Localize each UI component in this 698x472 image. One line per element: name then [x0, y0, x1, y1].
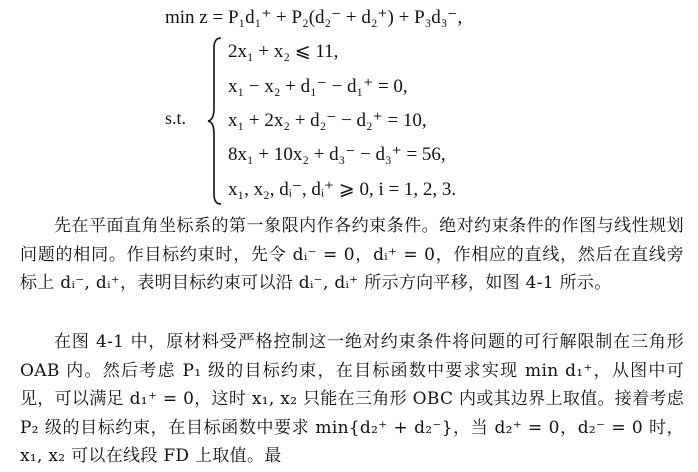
constraint-1: 2x₁ + x₂ ⩽ 11, — [228, 41, 339, 62]
constraint-4: 8x₁ + 10x₂ + d₃⁻ − d₃⁺ = 56, — [228, 144, 446, 165]
constraint-2: x₁ − x₂ + d₁⁻ − d₁⁺ = 0, — [228, 76, 408, 97]
constraint-nonnegativity: x₁, x₂, dᵢ⁻, dᵢ⁺ ⩾ 0, i = 1, 2, 3. — [228, 179, 457, 200]
paragraph-2 — [20, 328, 684, 471]
constraint-brace — [207, 36, 223, 206]
subject-to-label: s.t. — [165, 108, 187, 128]
constraint-3: x₁ + 2x₂ + d₂⁻ − d₂⁺ = 10, — [228, 110, 427, 131]
objective-function: min z = P₁d₁⁺ + P₂(d₂⁻ + d₂⁺) + P₃d₃⁻, — [165, 7, 463, 28]
paragraph-1-text: 先在平面直角坐标系的第一象限内作各约束条件。绝对约束条件的作图与线性规划问题的相同。作目标约束时，先令 dᵢ⁻ = 0，dᵢ⁺ = 0，作相应的直线，然后在直线旁标上 dᵢ⁻, dᵢ⁺，表明目标约束可以沿 dᵢ⁻, dᵢ⁺ 所示方向平移，如图 4-1 所示。 — [20, 216, 684, 293]
paragraph-2-text: 在图 4-1 中，原材料受严格控制这一绝对约束条件将问题的可行解限制在三角形 OAB 内。然后考虑 P₁ 级的目标约束，在目标函数中要求实现 min d₁⁺，从图中可见，可以满足 d₁⁺ = 0，这时 x₁, x₂ 只能在三角形 OBC 内或其边界上取值。接着考虑 P₂ 级的目标约束，在目标函数中要求 min{d₂⁺ + d₂⁻}，当 d₂⁺ = 0，d₂⁻ = 0 时，x₁, x₂ 可以在线段 FD 上取值。最 — [20, 332, 684, 466]
paragraph-1 — [20, 212, 684, 298]
